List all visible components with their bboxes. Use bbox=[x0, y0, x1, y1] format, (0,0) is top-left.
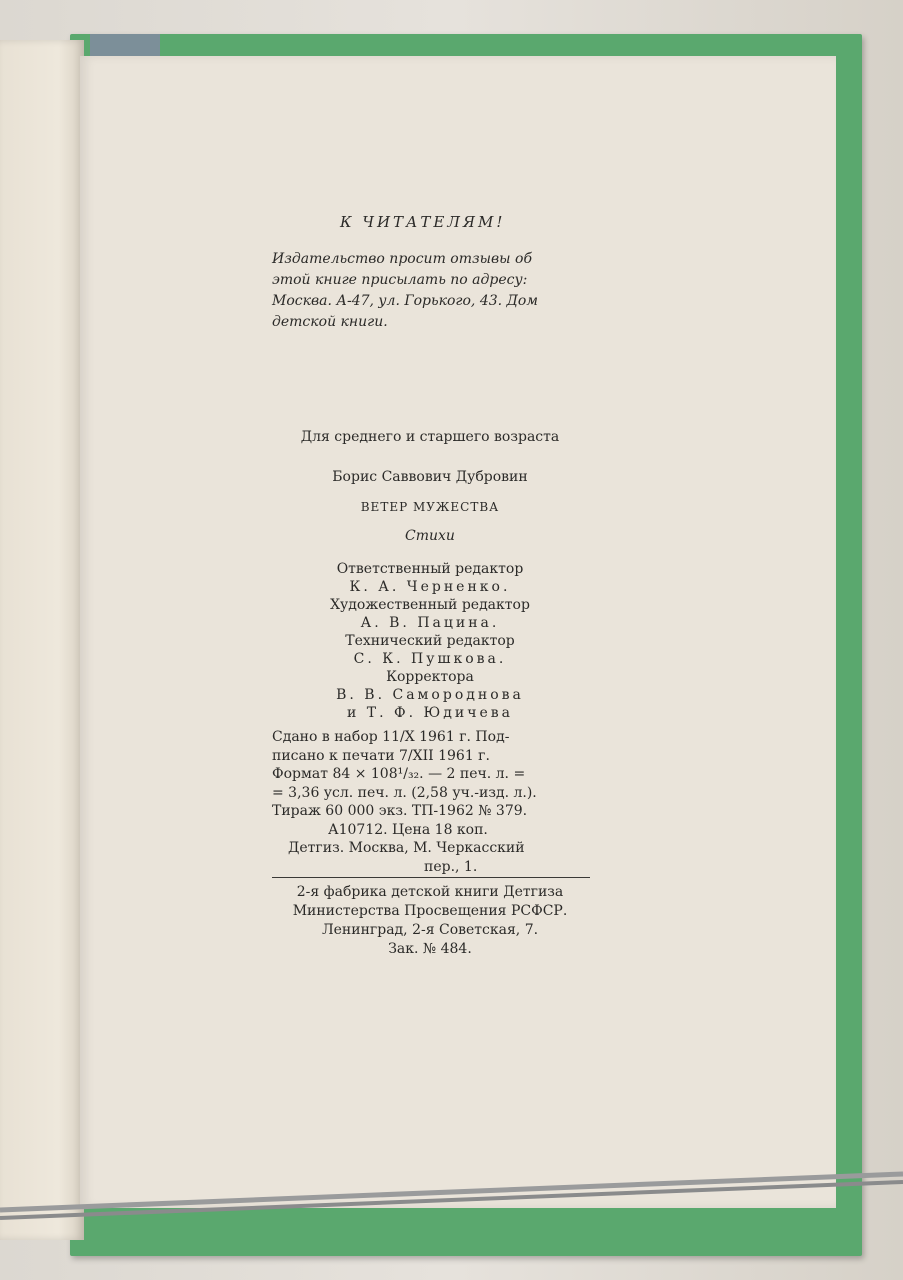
printer-line: 2-я фабрика детской книги Детгиза bbox=[296, 884, 564, 900]
credit-person: А. В. Пацина. bbox=[360, 615, 500, 631]
notice-heading: К ЧИТАТЕЛЯМ! bbox=[340, 213, 506, 231]
author-name: Борис Саввович Дубровин bbox=[332, 469, 528, 485]
credit-role: Ответственный редактор bbox=[336, 561, 524, 577]
cover-spine bbox=[90, 34, 160, 58]
credits-block bbox=[260, 560, 600, 722]
credit-person: К. А. Черненко. bbox=[349, 579, 511, 595]
printer-line: Министерства Просвещения РСФСР. bbox=[292, 903, 568, 919]
printer-block bbox=[260, 883, 600, 959]
credit-role: Технический редактор bbox=[345, 633, 515, 649]
imprint-line: Детгиз. Москва, М. Черкасский bbox=[288, 840, 525, 856]
printer-line: Зак. № 484. bbox=[388, 941, 472, 957]
imprint-line: пер., 1. bbox=[424, 858, 478, 875]
imprint-line: Сдано в набор 11/X 1961 г. Под- bbox=[272, 729, 510, 745]
notice-paragraph bbox=[272, 249, 538, 333]
credit-person: С. К. Пушкова. bbox=[353, 651, 507, 667]
imprint-line: Тираж 60 000 экз. ТП-1962 № 379. bbox=[272, 803, 528, 819]
divider-rule bbox=[272, 877, 590, 878]
book-genre: Стихи bbox=[405, 528, 455, 544]
imprint-line: Формат 84 × 108¹/₃₂. — 2 печ. л. = bbox=[272, 766, 526, 782]
grey-wire bbox=[0, 1160, 903, 1220]
credit-person: и Т. Ф. Юдичева bbox=[347, 705, 513, 721]
notice-line: Москва. А-47, ул. Горького, 43. Дом bbox=[272, 293, 538, 309]
credit-role: Корректора bbox=[386, 669, 474, 685]
notice-line: этой книге присылать по адресу: bbox=[272, 272, 528, 288]
imprint-block bbox=[272, 728, 537, 876]
left-page-edge bbox=[0, 40, 84, 1240]
printer-line: Ленинград, 2-я Советская, 7. bbox=[321, 922, 539, 938]
imprint-line: писано к печати 7/XII 1961 г. bbox=[272, 747, 490, 764]
credit-person: В. В. Самороднова bbox=[336, 687, 524, 703]
imprint-line: = 3,36 усл. печ. л. (2,58 уч.-изд. л.). bbox=[272, 784, 537, 801]
notice-line: Издательство просит отзывы об bbox=[272, 251, 533, 267]
notice-line: детской книги. bbox=[272, 314, 388, 330]
age-group: Для среднего и старшего возраста bbox=[300, 429, 560, 445]
book-title: ВЕТЕР МУЖЕСТВА bbox=[360, 500, 500, 514]
imprint-line: А10712. Цена 18 коп. bbox=[328, 821, 488, 838]
credit-role: Художественный редактор bbox=[330, 597, 530, 613]
